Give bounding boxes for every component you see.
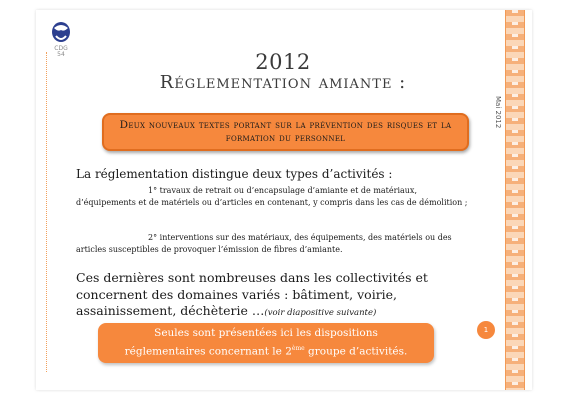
page-number-badge (477, 321, 495, 339)
footer-note-line2 (125, 341, 408, 360)
footer-note-box (98, 323, 434, 363)
page-title: Réglementation amiante : (159, 72, 407, 93)
activity-item-1 (76, 185, 468, 208)
logo-caption-line2: 54 (57, 51, 65, 58)
page-year: 2012 (255, 50, 311, 74)
conclusion-note: (voir diapositive suivante) (264, 308, 377, 318)
page-number: 1 (483, 326, 489, 334)
conclusion-paragraph (76, 270, 468, 322)
footer-note-superscript: ème (291, 345, 305, 353)
side-date-label: Mai 2012 (494, 96, 502, 129)
intro-heading: La réglementation distingue deux types d’activités : (76, 167, 393, 181)
highlight-box (102, 113, 469, 151)
footer-note-line2-start: réglementaires concernant le 2 (124, 345, 292, 358)
activity-item-2 (76, 232, 468, 255)
left-divider (46, 52, 47, 372)
conclusion-text: Ces dernières sont nombreuses dans les collectivités et concernent des domaines variés : bâtiment, voirie, assainissement, déchèterie … (76, 270, 428, 318)
logo-caption-line1: CDG (54, 45, 68, 52)
footer-note-line2-end: groupe d’activités. (304, 345, 408, 358)
activity-item-2-text: 2° interventions sur des matériaux, des équipements, des matériels ou des articles susceptibles de provoquer l’émission de fibres d’amiante. (76, 233, 452, 254)
footer-note-line1: Seules sont présentées ici les dispositions (154, 327, 378, 340)
activity-item-1-text: 1° travaux de retrait ou d’encapsulage d’amiante et de matériaux, d’équipements et de matériels ou d’articles en contenant, y compris dans les cas de démolition ; (76, 186, 468, 207)
highlight-box-text: Deux nouveaux textes portant sur la prévention des risques et la formation du personnel (119, 119, 452, 144)
